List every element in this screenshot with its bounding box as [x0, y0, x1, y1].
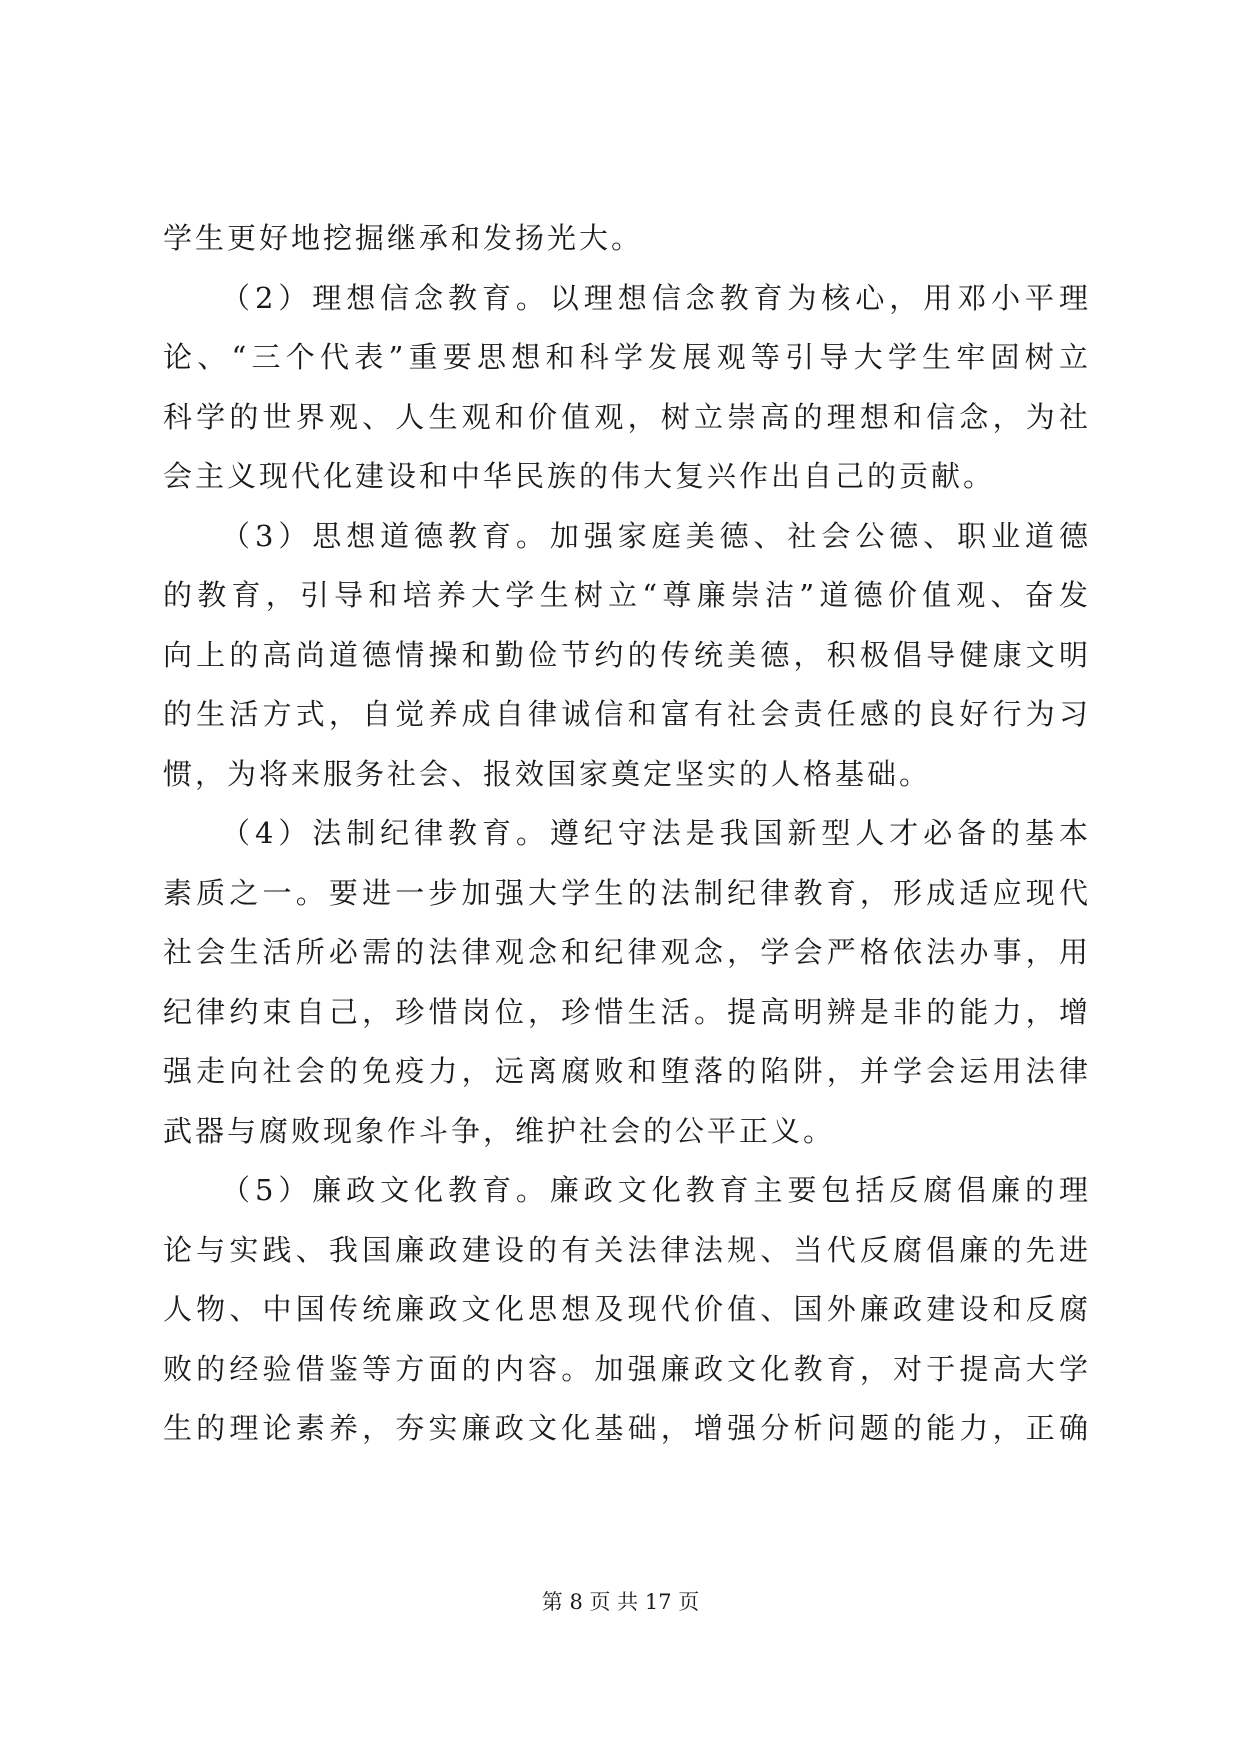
text-line: （2）理想信念教育。以理想信念教育为核心，用邓小平理	[221, 280, 1091, 315]
text-line: 社会生活所必需的法律观念和纪律观念，学会严格依法办事，用	[163, 935, 1091, 969]
text-line: 的教育，引导和培养大学生树立“尊廉崇洁”道德价值观、奋发	[163, 578, 1091, 612]
text-line: 武器与腐败现象作斗争，维护社会的公平正义。	[163, 1113, 836, 1148]
text-line: 会主义现代化建设和中华民族的伟大复兴作出自己的贡献。	[163, 459, 996, 493]
text-line: 惯，为将来服务社会、报效国家奠定坚实的人格基础。	[163, 756, 932, 791]
text-line: 论、“三个代表”重要思想和科学发展观等引导大学生牢固树立	[163, 340, 1091, 374]
text-line: （3）思想道德教育。加强家庭美德、社会公德、职业道德	[221, 518, 1091, 553]
text-line: 纪律约束自己，珍惜岗位，珍惜生活。提高明辨是非的能力，增	[163, 994, 1091, 1029]
text-line: 强走向社会的免疫力，远离腐败和堕落的陷阱，并学会运用法律	[163, 1054, 1091, 1088]
text-line: 论与实践、我国廉政建设的有关法律法规、当代反腐倡廉的先进	[163, 1232, 1091, 1267]
text-line: （4）法制纪律教育。遵纪守法是我国新型人才必备的基本	[221, 816, 1091, 850]
text-line: 人物、中国传统廉政文化思想及现代价值、国外廉政建设和反腐	[163, 1292, 1091, 1326]
document-body	[163, 209, 1091, 1459]
text-line: 向上的高尚道德情操和勤俭节约的传统美德，积极倡导健康文明	[163, 637, 1091, 672]
text-line: 的生活方式，自觉养成自律诚信和富有社会责任感的良好行为习	[163, 697, 1091, 731]
text-line: 素质之一。要进一步加强大学生的法制纪律教育，形成适应现代	[163, 875, 1091, 910]
text-line: 科学的世界观、人生观和价值观，树立崇高的理想和信念，为社	[163, 399, 1091, 434]
text-line: （5）廉政文化教育。廉政文化教育主要包括反腐倡廉的理	[221, 1173, 1091, 1207]
page-number-footer: 第 8 页 共 17 页	[541, 1590, 700, 1614]
text-line: 生的理论素养，夯实廉政文化基础，增强分析问题的能力，正确	[163, 1411, 1091, 1445]
text-line: 败的经验借鉴等方面的内容。加强廉政文化教育，对于提高大学	[163, 1351, 1091, 1386]
text-line: 学生更好地挖掘继承和发扬光大。	[163, 221, 644, 255]
